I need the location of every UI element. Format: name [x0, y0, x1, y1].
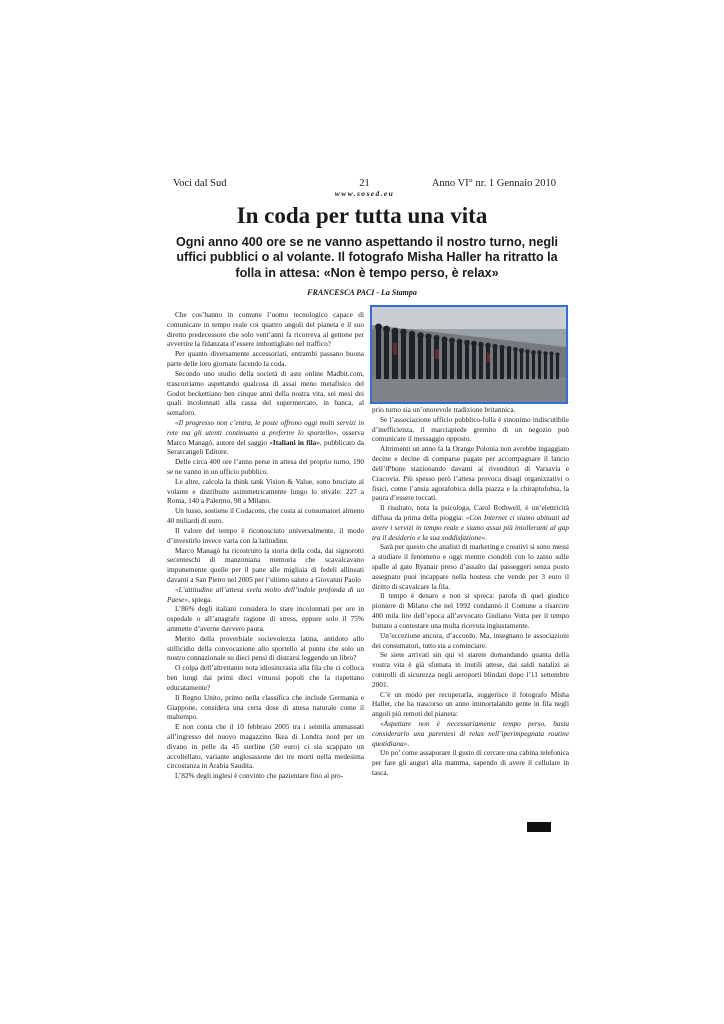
- paragraph: Il tempo è denaro e non si spreca: parola di quel giudice pioniere di Milano che nel 1992 condannò il Comune a risarcire 400 mila lire dell’epoca all’avvocato Giuliano Votta per il tempo buttato a contestare una multa ricevuta ingiustamente.: [372, 591, 569, 630]
- text: , osserva Marco Managò, autore del saggio «: [167, 427, 364, 447]
- paragraph: Per quanto diversamente accessoriati, entrambi passano buona parte delle loro giornate facendo la coda.: [167, 349, 364, 369]
- paragraph: Il Regno Unito, primo nella classifica che include Germania e Giappone, considera una certa dose di attesa naturale come il maltempo.: [167, 692, 364, 722]
- queue-photo: [370, 305, 568, 404]
- paragraph: Delle circa 400 ore l’anno perse in attesa del proprio turno, 190 se ne vanno in un ufficio pubblico.: [167, 457, 364, 476]
- quote: «Il progresso non c’entra, le poste offrono oggi molti servizi in rete ma gli utenti continuano a preferire lo sportello»: [167, 417, 364, 437]
- issue-info: Anno VI° nr. 1 Gennaio 2010: [431, 178, 556, 189]
- article-subtitle: Ogni anno 400 ore se ne vanno aspettando il nostro turno, negli uffici pubblici o al volante. Il fotografo Misha Haller ha ritratto la folla in attesa: «Non è tempo perso, è relax»: [175, 235, 559, 280]
- article-byline: FRANCESCA PACI - La Stampa: [307, 288, 417, 297]
- paragraph: [372, 719, 569, 748]
- paragraph: Se l’associazione ufficio pubblico-folla è sinonimo indiscutibile d’inefficienza, il marciapiede gremito di un negozio può comunicare il messaggio opposto.: [372, 414, 569, 444]
- paragraph: Merito della proverbiale socievolezza latina, antidoto allo stillicidio della convocazione allo sportello al punto che solo un nostro connazionale su dieci pensi di distrarsi leggendo un libro?: [167, 633, 364, 663]
- article-title: In coda per tutta una vita: [236, 203, 488, 228]
- paragraph: [167, 418, 364, 457]
- paragraph: C’è un modo per recuperarla, suggerisce il fotografo Misha Haller, che ha trascorso un anno immortalando gente in fila negli angoli più remoti del pianeta:: [372, 689, 569, 719]
- text: .: [407, 738, 410, 748]
- paragraph: Un’eccezione ancora, d’accordo. Ma, insegnano le associazioni dei consumatori, tutto sta a cominciare.: [372, 630, 569, 650]
- end-of-article-mark: [527, 822, 551, 832]
- text: Il risultato, nota la psicologa, Carol Rothwell, è un’elettricità diffusa da prima della pioggia:: [372, 503, 569, 522]
- paragraph: Secondo uno studio della società di aste online Madbit.com, trascorriamo aspettando qualcosa di assai meno metafisico del Godot beckettiano ben cinque anni della nostra vita, sei mesi dei quali incolonnati alla cassa del supermercato, in banca, al semaforo.: [167, 368, 364, 418]
- paragraph: O colpa dell’altrettanto nota idiosincrasia alla fila che ci colloca ben lungi dai primi dieci virtuosi popoli che la rispettano educatamente?: [167, 663, 364, 692]
- paragraph: [167, 585, 364, 605]
- quote: «Con Internet ci siamo abituati ad avere i servizi in tempo reale e siamo assai più intolleranti al gap tra il desiderio e la sua soddisfazione»: [372, 512, 569, 542]
- paragraph: Sarà per questo che analisti di marketing e creativi si sono messi a studiare il fenomeno e oggi mentre ciondoli con lo zaino sulle spalle al gate Ryanair preso d’assalto dai passeggeri senza posto assegnato puoi incappare nella hostess che vende per 3 euro il diritto di scavalcare la fila.: [372, 542, 569, 591]
- paragraph: Altrimenti un anno fa la Orange Polonia non avrebbe ingaggiato decine e decine di comparse pagate per accompagnare il lancio dell’iPhone stazionando davanti ai rivenditori di Varsavia e Cracovia. Più spesso però l’attesa provoca disagi organizzativi o fisici, come l’ansia agorafobica della piazza e la chiraptofobia, la paura d’essere toccati.: [372, 444, 569, 503]
- quote: «Aspettare non è necessariamente tempo perso, basta considerarlo una parentesi di relax nell’iperimpegnata routine quotidiana»: [372, 719, 569, 748]
- paragraph: L’82% degli inglesi è convinto che pazientare fino al pro-: [175, 771, 344, 781]
- paragraph: Un lusso, sostiene il Codacons, che costa ai consumatori almeno 40 miliardi di euro.: [167, 506, 364, 526]
- article-column-right: [372, 405, 569, 778]
- paragraph: Marco Managò ha ricostruito la storia della coda, dai signorotti secenteschi di manzoniana memoria che scavalcavano impunemente quelle per il pane alle migliaia di fedeli allineati davanti a San Pietro nel 2005 per l’ultimo saluto a Giovanni Paolo: [167, 545, 364, 584]
- page-number: 21: [359, 178, 370, 189]
- paragraph: [372, 503, 569, 542]
- crowd-illustration: [372, 307, 566, 402]
- paragraph: Un po’ come assaporare il gusto di cercare una cabina telefonica per fare gli auguri alla mamma, sapendo di avere il cellulare in tasca.: [372, 748, 569, 778]
- paragraph: E non conta che il 10 febbraio 2005 tra i seimila ammassati all’ingresso del nuovo magazzino Ikea di Londra nord per un divano in pelle da 45 sterline (50 euro) ci sia scappato un accoltellato, variante anglosassone dei tre morti nella medesima circostanza in Arabia Saudita.: [167, 722, 364, 771]
- text: », pubblicato da Serarcangeli Editore.: [167, 437, 364, 457]
- paragraph: Il valore del tempo è riconosciuto universalmente, il modo d’investirlo invece varia con la latitudine.: [167, 525, 364, 545]
- book-title: Italiani in fila: [272, 437, 317, 447]
- paragraph: prio turno sia un’onorevole tradizione britannica.: [372, 405, 516, 414]
- article-column-left: [167, 310, 364, 781]
- paragraph: Che cos’hanno in comune l’uomo tecnologico capace di comunicare in tempo reale coi quattro angoli del pianeta e il suo diretto predecessore che solo vent’anni fa ricorreva al gettone per avvertire la fidanzata d’essere imbottigliato nel traffico?: [167, 310, 364, 349]
- paragraph: L’86% degli italiani considera lo stare incolonnati per ore in ospedale o all’anagrafe ragione di stress, eppure solo il 75% ammette d’averne davvero paura.: [167, 604, 364, 633]
- text: .: [485, 532, 487, 542]
- quote: «L’attitudine all’attesa svela molto dell’indole profonda di un Paese»: [167, 584, 364, 604]
- text: , spiega.: [188, 594, 213, 604]
- paragraph: Le altre, calcola la think tank Vision & Value, sono bruciate al volante e distribuite asimmetricamente lungo lo stivale: 227 a Roma, 140 a Palermo, 98 a Milano.: [167, 476, 364, 506]
- page-header: [173, 178, 556, 198]
- publication-name: Voci dal Sud: [173, 178, 227, 189]
- website-link[interactable]: www.sosed.eu: [334, 189, 395, 198]
- paragraph: Se siete arrivati sin qui vi starete domandando quanta della vostra vita è già sfumata in inutili attese, dai saldi natalizi ai controlli di sicurezza negli aeroporti blindati dopo l’11 settembre 2001.: [372, 650, 569, 689]
